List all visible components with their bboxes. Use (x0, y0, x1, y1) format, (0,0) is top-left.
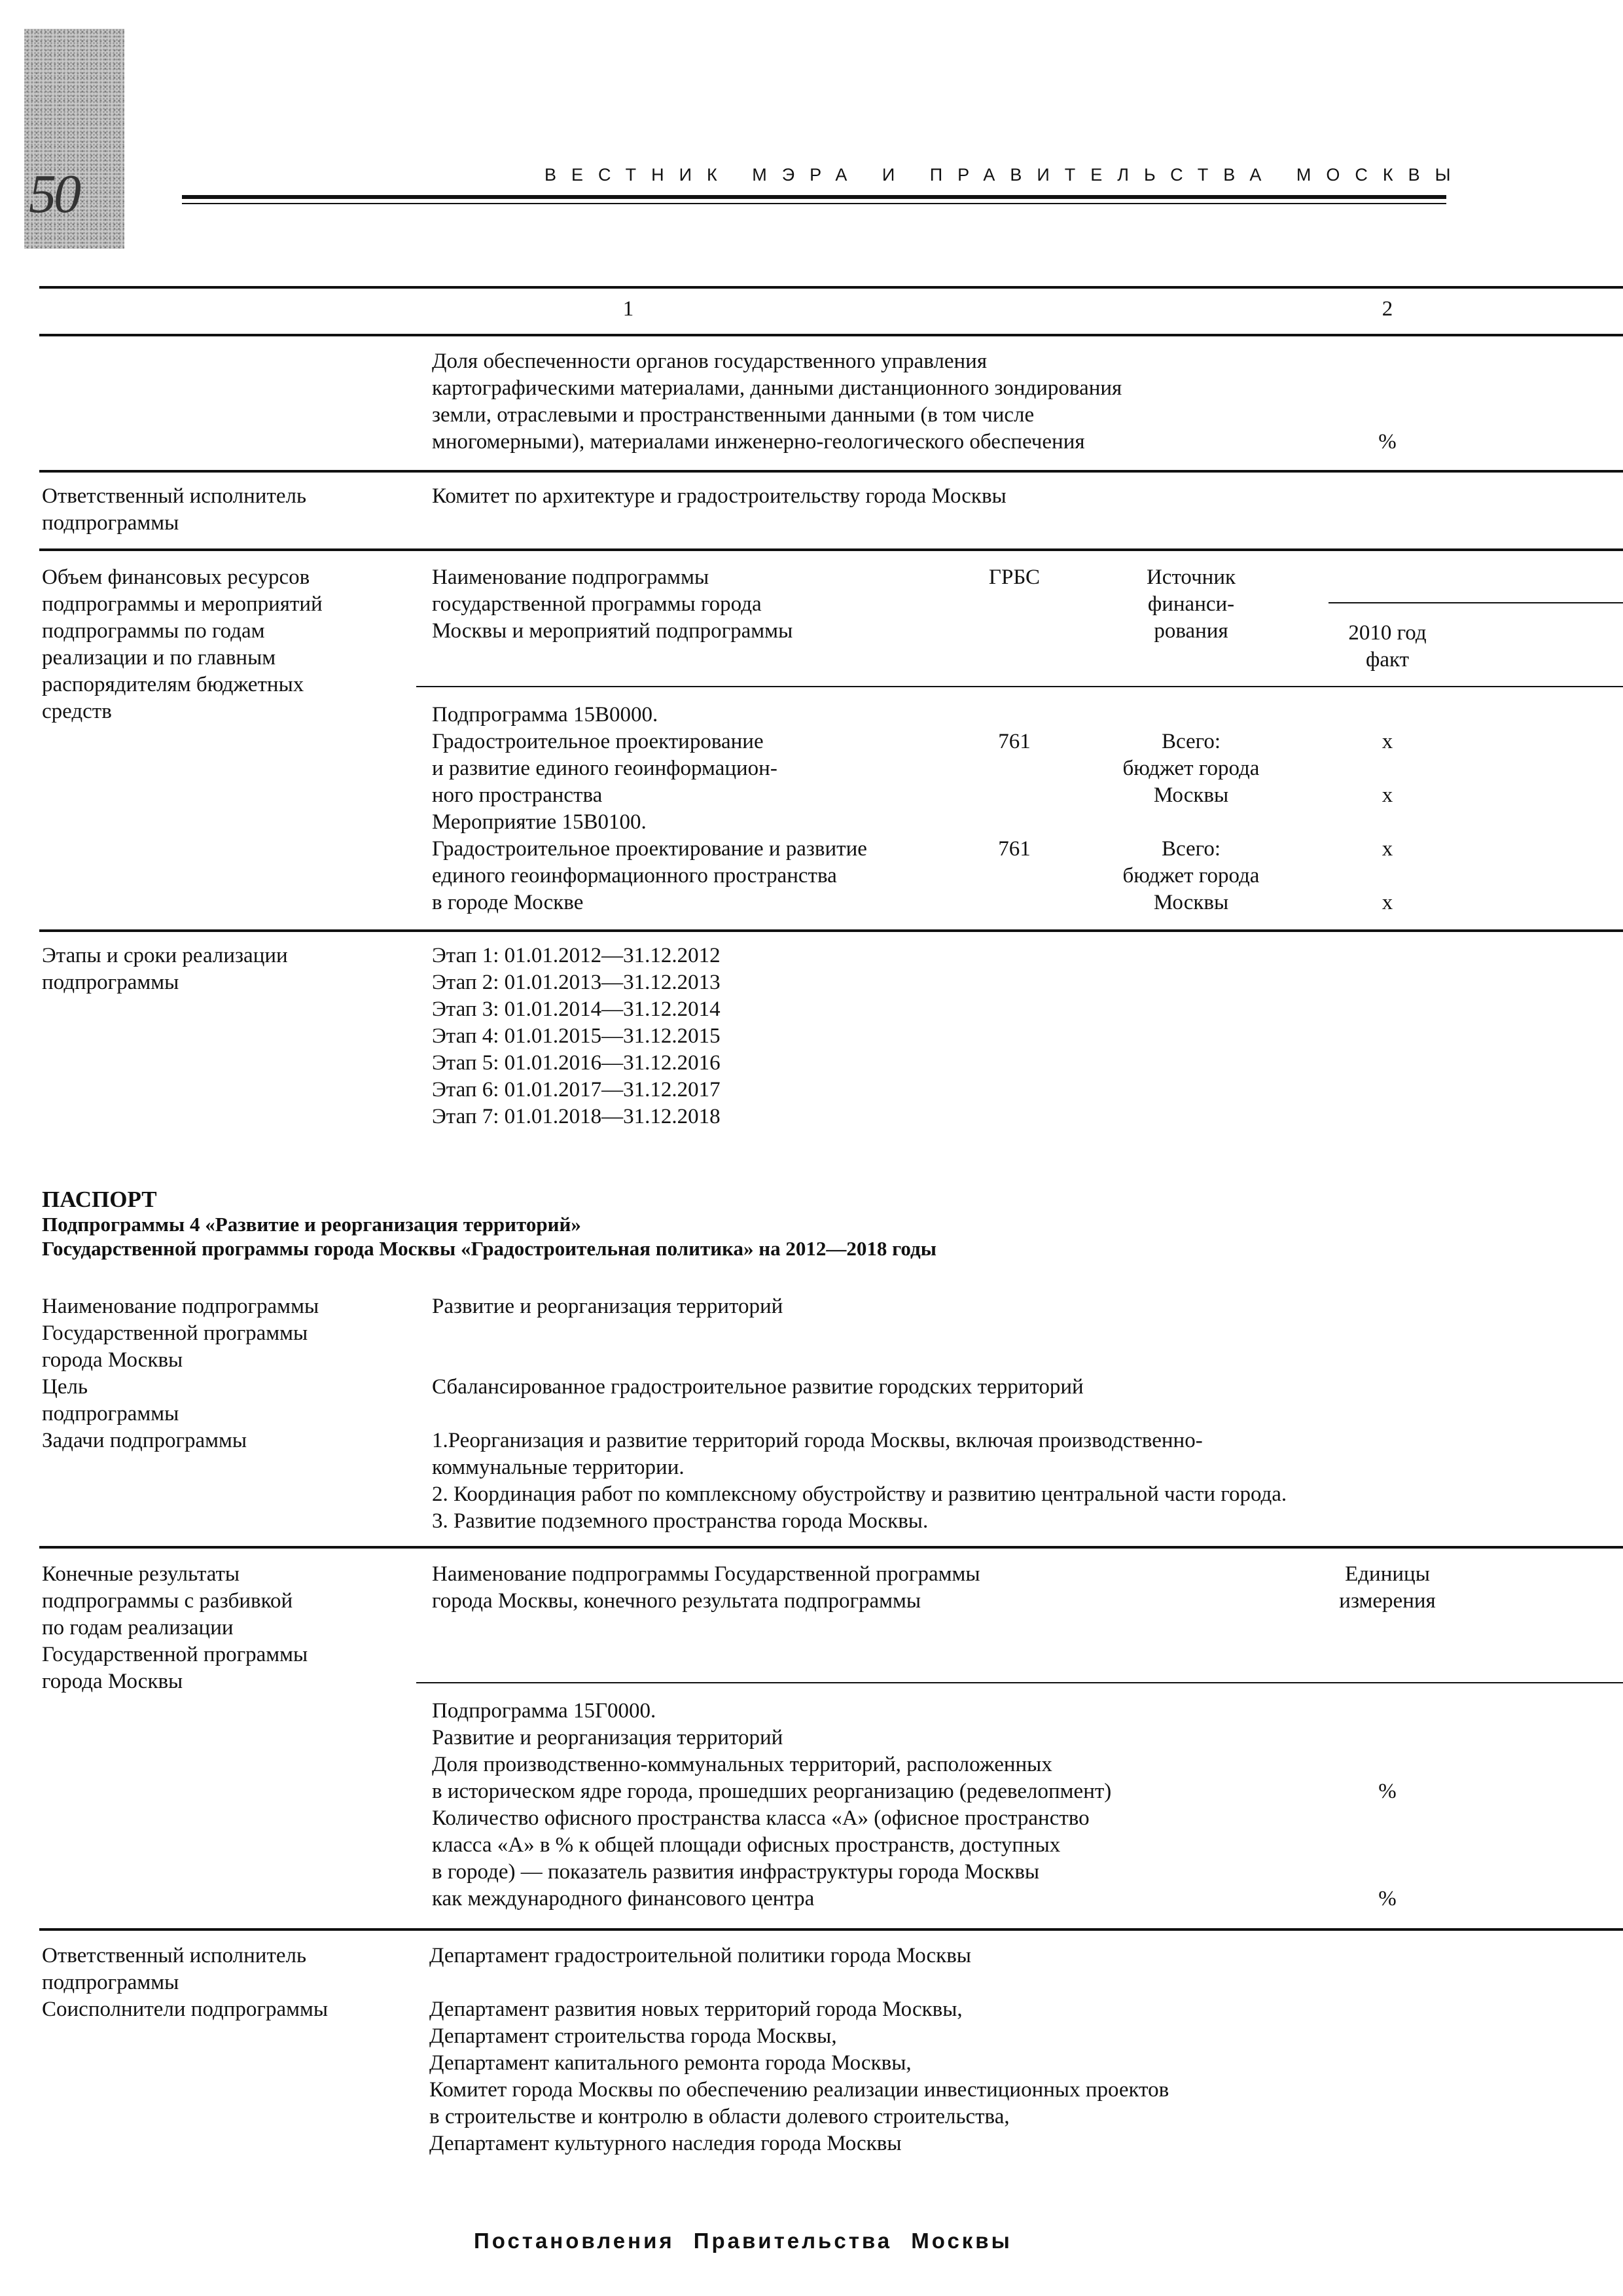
finance-label: Объем финансовых ресурсов подпрограммы и мероприятий подпрограммы по годам реализации и по главным распорядителям бюджетных средств (42, 565, 323, 723)
coexecutors-value: Департамент развития новых территорий города Москвы, Департамент строительства города Москвы, Департамент капитального ремонта города Москвы, Комитет города Москвы по обеспечению реализации инвестиционных проектов в строительстве и контролю в области долевого строительства, Департамент культурного наследия города Москвы (429, 1998, 1169, 2155)
finance-row2-source: Всего: бюджет города Москвы (1122, 837, 1260, 914)
results-header-unit: Единицы измерения (1339, 1562, 1436, 1613)
finance-header-grbs: ГРБС (988, 565, 1041, 589)
finance-row2-grbs: 761 (998, 837, 1031, 861)
passport-goal-value: Сбалансированное градостроительное развитие городских территорий (432, 1375, 1084, 1399)
column-header-rule (39, 334, 1623, 336)
finance-row2-name: Мероприятие 15В0100. Градостроительное проектирование и развитие единого геоинформационного пространства в городе Москве (432, 810, 867, 914)
finance-header-source: Источник финанси- рования (1146, 565, 1236, 643)
responsible-label: Ответственный исполнитель подпрограммы (42, 484, 307, 535)
finance-header-rule (416, 686, 1623, 687)
stage-item: Этап 3: 01.01.2014—31.12.2014 (432, 997, 721, 1021)
running-title: ВЕСТНИК МЭРА И ПРАВИТЕЛЬСТВА МОСКВЫ (544, 165, 1466, 185)
passport-title: ПАСПОРТ (42, 1187, 157, 1212)
indicator-unit: % (1378, 430, 1397, 454)
stage-item: Этап 4: 01.01.2015—31.12.2015 (432, 1024, 721, 1048)
finance-header-subrule (1329, 602, 1623, 603)
stage-item: Этап 7: 01.01.2018—31.12.2018 (432, 1105, 721, 1128)
coexecutors-label: Соисполнители подпрограммы (42, 1998, 329, 2021)
row-rule (39, 929, 1623, 932)
finance-row1-name: Подпрограмма 15В0000. Градостроительное проектирование и развитие единого геоинформацион- ного пространства (432, 703, 777, 807)
passport-responsible-label: Ответственный исполнитель подпрограммы (42, 1944, 307, 1994)
results-label: Конечные результаты подпрограммы с разбивкой по годам реализации Государственной программы города Москвы (42, 1562, 308, 1693)
passport-tasks-label: Задачи подпрограммы (42, 1429, 247, 1452)
stage-item: Этап 2: 01.01.2013—31.12.2013 (432, 971, 721, 994)
finance-header-year: 2010 год факт (1348, 621, 1427, 672)
row-rule (39, 548, 1623, 551)
indicator-text: Доля обеспеченности органов государственного управления картографическими материалами, данными дистанционного зондирования земли, отраслевыми и пространственными данными (в том числе многомерными), материалами инженерно-геологического обеспечения (432, 350, 1122, 454)
finance-header-name: Наименование подпрограммы государственной программы города Москвы и мероприятий подпрограммы (432, 565, 793, 643)
header-rule-thin (182, 203, 1446, 204)
finance-row1-source: Всего: бюджет города Москвы (1122, 730, 1260, 807)
finance-row1-total: х (1382, 730, 1393, 753)
stages-label: Этапы и сроки реализации подпрограммы (42, 944, 288, 994)
stage-item: Этап 5: 01.01.2016—31.12.2016 (432, 1051, 721, 1075)
stage-item: Этап 1: 01.01.2012—31.12.2012 (432, 944, 721, 967)
passport-subtitle-1: Подпрограммы 4 «Развитие и реорганизация территорий» (42, 1213, 581, 1236)
finance-row1-budget: х (1382, 783, 1393, 807)
results-unit-2: % (1378, 1887, 1397, 1910)
passport-subtitle-2: Государственной программы города Москвы «Градостроительная политика» на 2012—2018 годы (42, 1237, 936, 1260)
responsible-value: Комитет по архитектуре и градостроительству города Москвы (432, 484, 1007, 508)
footer-title: Постановления Правительства Москвы (474, 2229, 1012, 2253)
results-unit-1: % (1378, 1780, 1397, 1803)
finance-row2-total: х (1382, 837, 1393, 861)
passport-responsible-value: Департамент градостроительной политики города Москвы (429, 1944, 971, 1967)
stages-list (432, 942, 1021, 1130)
row-rule (39, 1546, 1623, 1549)
passport-name-label: Наименование подпрограммы Государственной программы города Москвы (42, 1295, 319, 1372)
results-body: Подпрограмма 15Г0000. Развитие и реорганизация территорий Доля производственно-коммунальных территорий, расположенных в историческом ядре города, прошедших реорганизацию (редевелопмент) Количество офисного пространства класса «А» (офисное пространство класса «А» в % к общей площади офисных пространств, доступных в городе) — показатель развития инфраструктуры города Москвы как международного финансового центра (432, 1699, 1112, 1910)
passport-name-value: Развитие и реорганизация территорий (432, 1295, 783, 1318)
row-rule (39, 1928, 1623, 1931)
row-rule (39, 470, 1623, 473)
column-header-2: 2 (1382, 297, 1393, 321)
results-header-name: Наименование подпрограммы Государственной программы города Москвы, конечного результата подпрограммы (432, 1562, 980, 1613)
page-number: 50 (29, 164, 79, 224)
stage-item: Этап 6: 01.01.2017—31.12.2017 (432, 1078, 721, 1102)
finance-row2-budget: х (1382, 891, 1393, 914)
header-rule-thick (182, 195, 1446, 199)
results-header-rule (416, 1682, 1623, 1683)
passport-goal-label: Цель подпрограммы (42, 1375, 179, 1426)
column-header-1: 1 (622, 297, 634, 321)
passport-tasks-value: 1.Реорганизация и развитие территорий города Москвы, включая производственно- коммунальные территории. 2. Координация работ по комплексному обустройству и развитию центральной части города. 3. Развитие подземного пространства города Москвы. (432, 1429, 1287, 1533)
finance-row1-grbs: 761 (998, 730, 1031, 753)
table-top-rule (39, 286, 1623, 289)
